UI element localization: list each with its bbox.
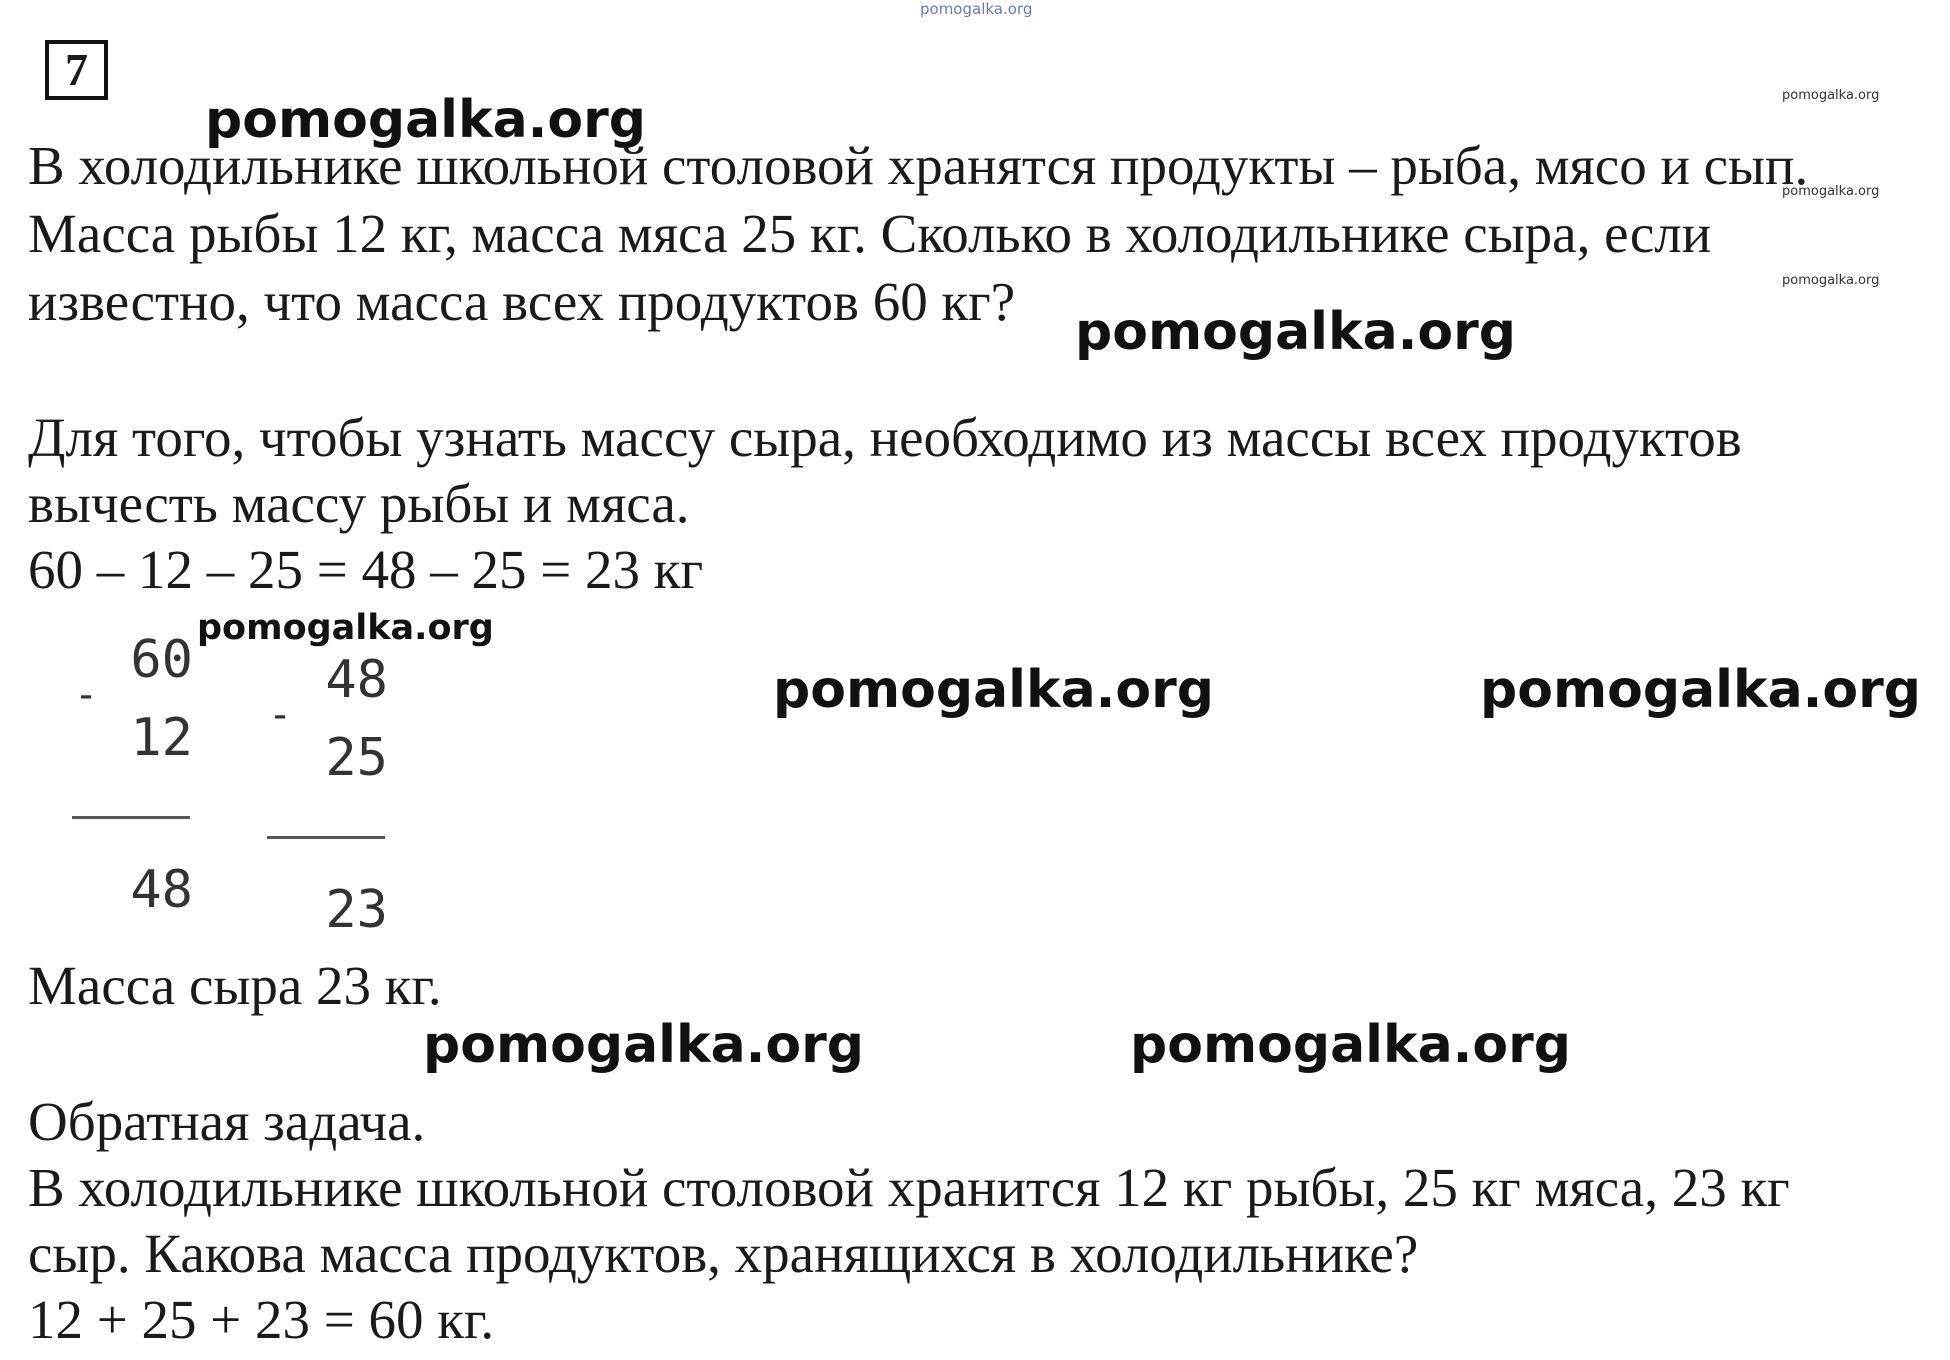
problem-line-3: известно, что масса всех продуктов 60 кг? bbox=[28, 271, 1016, 332]
column-1-subtrahend: 12 bbox=[130, 708, 193, 768]
column-1-minus: - bbox=[74, 672, 99, 718]
answer: Масса сыра 23 кг. bbox=[28, 955, 442, 1016]
column-1-result: 48 bbox=[130, 860, 193, 920]
watermark-mid: pomogalka.org bbox=[197, 608, 494, 648]
column-1-minuend: 60 bbox=[130, 630, 193, 690]
inverse-equation: 12 + 25 + 23 = 60 кг. bbox=[28, 1289, 495, 1350]
column-2-result: 23 bbox=[325, 880, 388, 940]
column-2-minuend: 48 bbox=[325, 650, 388, 710]
task-number: 7 bbox=[45, 40, 108, 100]
solution-line-1: Для того, чтобы узнать массу сыра, необходимо из массы всех продуктов bbox=[28, 407, 1742, 468]
watermark-small-2: pomogalka.org bbox=[1782, 184, 1880, 199]
inverse-line-1: В холодильнике школьной столовой хранится 12 кг рыбы, 25 кг мяса, 23 кг bbox=[28, 1157, 1790, 1218]
inverse-heading: Обратная задача. bbox=[28, 1091, 426, 1152]
watermark-small-1: pomogalka.org bbox=[1782, 88, 1880, 103]
watermark-top: pomogalka.org bbox=[920, 0, 1033, 18]
solution-line-2: вычесть массу рыбы и мяса. bbox=[28, 473, 690, 534]
watermark-2: pomogalka.org bbox=[1075, 302, 1517, 362]
column-1-rule bbox=[72, 816, 190, 819]
inverse-line-2: сыр. Какова масса продуктов, хранящихся в холодильнике? bbox=[28, 1223, 1419, 1284]
column-2-subtrahend: 25 bbox=[325, 728, 388, 788]
problem-line-2: Масса рыбы 12 кг, масса мяса 25 кг. Сколько в холодильнике сыра, если bbox=[28, 203, 1712, 264]
watermark-5: pomogalka.org bbox=[423, 1015, 865, 1075]
column-2-rule bbox=[267, 836, 385, 839]
watermark-4: pomogalka.org bbox=[1480, 660, 1922, 720]
watermark-6: pomogalka.org bbox=[1130, 1015, 1572, 1075]
problem-line-1: В холодильнике школьной столовой хранятся продукты – рыба, мясо и сып. bbox=[28, 135, 1809, 196]
watermark-small-3: pomogalka.org bbox=[1782, 273, 1880, 288]
solution-equation: 60 – 12 – 25 = 48 – 25 = 23 кг bbox=[28, 539, 704, 600]
watermark-1: pomogalka.org bbox=[205, 90, 647, 150]
column-2-minus: - bbox=[268, 692, 293, 738]
watermark-3: pomogalka.org bbox=[773, 660, 1215, 720]
